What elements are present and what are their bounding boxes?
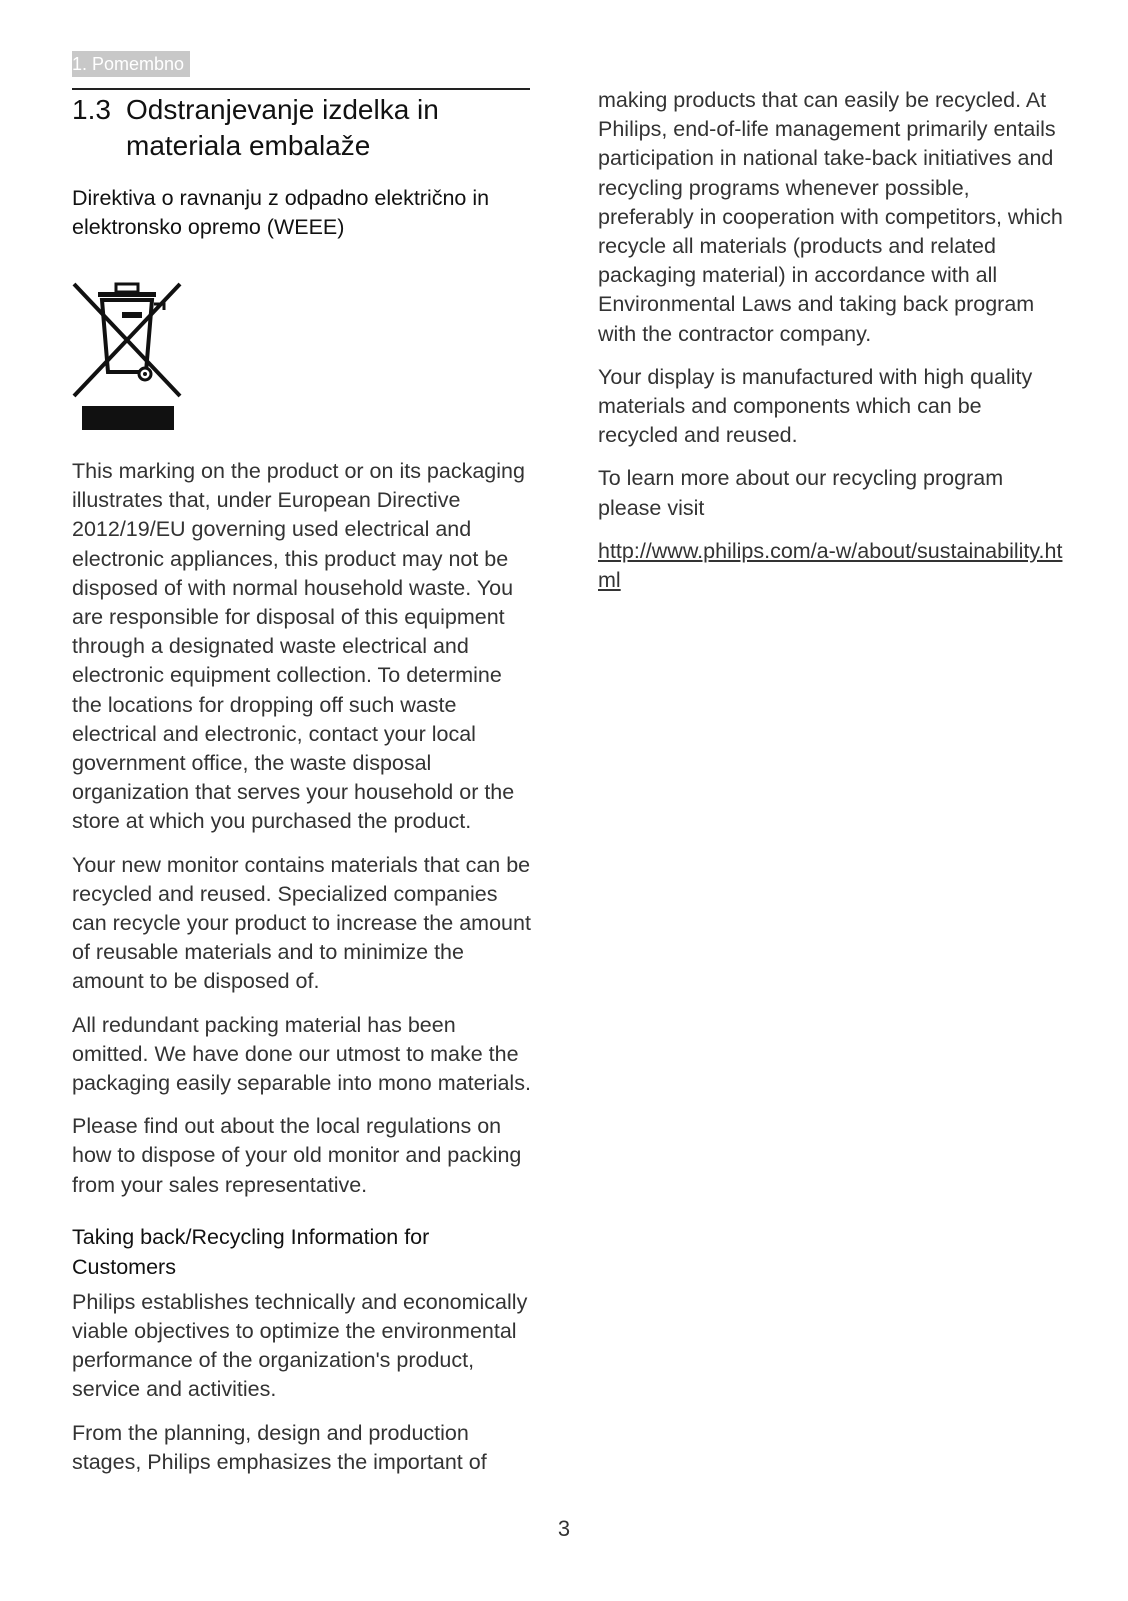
paragraph: All redundant packing material has been omitted. We have done our utmost to make the packaging easily separable into mono materials. — [72, 1012, 531, 1096]
paragraph: To learn more about our recycling program please visit — [598, 466, 1004, 520]
recycling-subheading: Taking back/Recycling Information for Customers — [72, 1224, 430, 1279]
weee-bar — [82, 406, 174, 430]
paragraph: Please find out about the local regulations on how to dispose of your old monitor and packing from your sales representative. — [72, 1114, 522, 1197]
heading-number: 1.3 — [72, 94, 111, 125]
right-column — [598, 86, 1066, 595]
paragraph: Philips establishes technically and economically viable objectives to optimize the environmental performance of the organization's product, service and activities. — [72, 1289, 528, 1402]
crossed-out-wheeled-bin-icon — [72, 264, 192, 404]
section-heading — [72, 92, 534, 164]
paragraph: This marking on the product or on its packaging illustrates that, under European Directive 2012/19/EU governing used electrical and electronic appliances, this product may not be disposed of with normal household waste. You are responsible for disposal of this equipment through a designated waste electrical and electronic equipment collection. To determine the locations for dropping off such waste electrical and electronic, contact your local government office, the waste disposal organization that serves your household or the store at which you purchased the product. — [72, 459, 525, 834]
heading-title: Odstranjevanje izdelka in materiala embalaže — [126, 94, 439, 161]
section-tab: 1. Pomembno — [72, 51, 190, 77]
weee-symbol — [72, 264, 192, 439]
paragraph: Your new monitor contains materials that can be recycled and reused. Specialized companies can recycle your product to increase the amount of reusable materials and to minimize the amount to be disposed of. — [72, 852, 531, 994]
weee-subheading: Direktiva o ravnanju z odpadno električno in elektronsko opremo (WEEE) — [72, 186, 490, 239]
paragraph: making products that can easily be recycled. At Philips, end-of-life management primarily entails participation in national take-back initiatives and recycling programs whenever possible, preferably in cooperation with competitors, which recycle all materials (products and related packaging material) in accordance with all Environmental Laws and taking back program with the contractor company. — [598, 88, 1063, 346]
sustainability-link[interactable]: http://www.philips.com/a-w/about/sustainability.html — [598, 538, 1063, 593]
left-column — [72, 88, 534, 1491]
page-number: 3 — [557, 1516, 571, 1541]
paragraph: From the planning, design and production stages, Philips emphasizes the important of — [72, 1420, 487, 1474]
paragraph: Your display is manufactured with high quality materials and components which can be recycled and reused. — [598, 364, 1033, 448]
